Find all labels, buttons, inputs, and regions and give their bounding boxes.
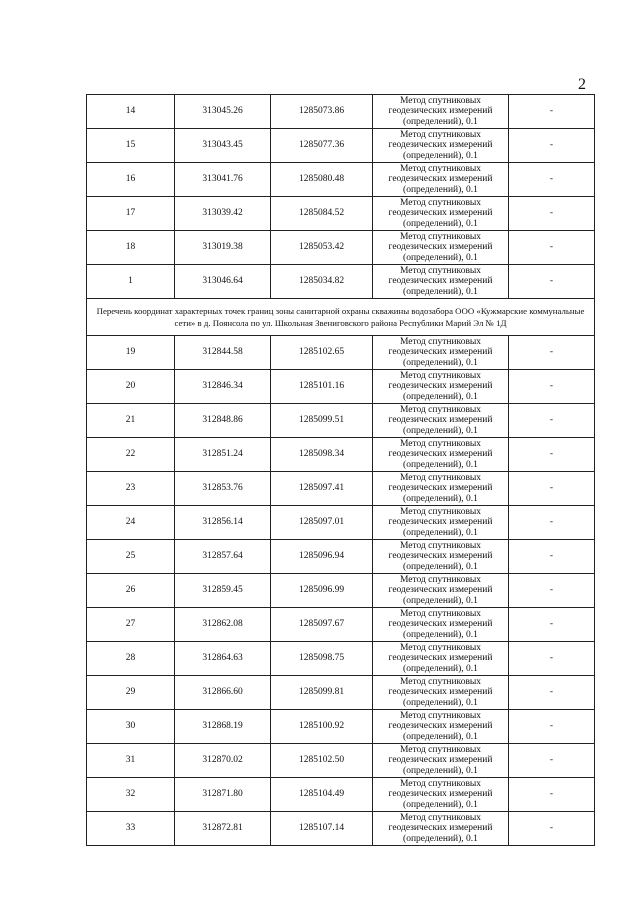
description-cell: - [509, 336, 595, 370]
x-coordinate-cell: 312856.14 [175, 506, 271, 540]
method-line: геодезических измерений [388, 687, 493, 698]
description-cell: - [509, 404, 595, 438]
y-coordinate-cell: 1285053.42 [271, 231, 373, 265]
point-number-cell: 24 [87, 506, 175, 540]
method-line: Метод спутниковых [399, 163, 482, 174]
method-cell [373, 710, 509, 744]
method-line: геодезических измерений [388, 517, 493, 528]
method-line: геодезических измерений [388, 483, 493, 494]
method-line: (определений), 0.1 [403, 252, 478, 263]
x-coordinate-cell: 313039.42 [175, 197, 271, 231]
point-number-cell: 17 [87, 197, 175, 231]
method-line: Метод спутниковых [399, 438, 482, 449]
x-coordinate-cell: 312853.76 [175, 472, 271, 506]
table-row [87, 163, 595, 197]
y-coordinate-cell: 1285098.75 [271, 642, 373, 676]
method-cell [373, 438, 509, 472]
y-coordinate-cell: 1285100.92 [271, 710, 373, 744]
method-line: Метод спутниковых [399, 812, 482, 823]
x-coordinate-cell: 312846.34 [175, 370, 271, 404]
description-cell: - [509, 472, 595, 506]
method-line: Метод спутниковых [399, 95, 482, 106]
y-coordinate-cell: 1285097.41 [271, 472, 373, 506]
table-row [87, 744, 595, 778]
y-coordinate-cell: 1285102.50 [271, 744, 373, 778]
description-cell: - [509, 231, 595, 265]
point-number-cell: 19 [87, 336, 175, 370]
method-line: Метод спутниковых [399, 744, 482, 755]
method-line: Метод спутниковых [399, 370, 482, 381]
point-number-cell: 25 [87, 540, 175, 574]
method-line: Метод спутниковых [399, 231, 482, 242]
description-cell: - [509, 438, 595, 472]
y-coordinate-cell: 1285097.67 [271, 608, 373, 642]
method-line: Метод спутниковых [399, 574, 482, 585]
method-line: (определений), 0.1 [403, 116, 478, 127]
coordinates-table-body [87, 95, 595, 846]
point-number-cell: 26 [87, 574, 175, 608]
method-cell [373, 574, 509, 608]
table-row [87, 265, 595, 299]
x-coordinate-cell: 312862.08 [175, 608, 271, 642]
y-coordinate-cell: 1285034.82 [271, 265, 373, 299]
point-number-cell: 14 [87, 95, 175, 129]
description-cell: - [509, 812, 595, 846]
method-line: (определений), 0.1 [403, 150, 478, 161]
description-cell: - [509, 129, 595, 163]
method-cell [373, 608, 509, 642]
y-coordinate-cell: 1285080.48 [271, 163, 373, 197]
description-cell: - [509, 608, 595, 642]
x-coordinate-cell: 313019.38 [175, 231, 271, 265]
method-line: (определений), 0.1 [403, 629, 478, 640]
method-cell [373, 129, 509, 163]
point-number-cell: 1 [87, 265, 175, 299]
table-row [87, 506, 595, 540]
description-cell: - [509, 778, 595, 812]
x-coordinate-cell: 312864.63 [175, 642, 271, 676]
method-line: геодезических измерений [388, 449, 493, 460]
method-line: Метод спутниковых [399, 129, 482, 140]
table-row [87, 404, 595, 438]
x-coordinate-cell: 312859.45 [175, 574, 271, 608]
method-line: Метод спутниковых [399, 676, 482, 687]
description-cell: - [509, 710, 595, 744]
point-number-cell: 22 [87, 438, 175, 472]
method-line: геодезических измерений [388, 381, 493, 392]
table-row [87, 642, 595, 676]
method-line: Метод спутниковых [399, 710, 482, 721]
method-line: (определений), 0.1 [403, 697, 478, 708]
page-number: 2 [578, 76, 586, 93]
method-line: геодезических измерений [388, 347, 493, 358]
method-cell [373, 404, 509, 438]
table-row [87, 336, 595, 370]
table-row [87, 812, 595, 846]
point-number-cell: 32 [87, 778, 175, 812]
y-coordinate-cell: 1285084.52 [271, 197, 373, 231]
method-line: Метод спутниковых [399, 608, 482, 619]
method-line: (определений), 0.1 [403, 184, 478, 195]
x-coordinate-cell: 313041.76 [175, 163, 271, 197]
y-coordinate-cell: 1285096.94 [271, 540, 373, 574]
table-row [87, 129, 595, 163]
y-coordinate-cell: 1285096.99 [271, 574, 373, 608]
method-line: (определений), 0.1 [403, 561, 478, 572]
method-line: (определений), 0.1 [403, 218, 478, 229]
method-cell [373, 336, 509, 370]
description-cell: - [509, 744, 595, 778]
x-coordinate-cell: 313043.45 [175, 129, 271, 163]
method-cell [373, 812, 509, 846]
y-coordinate-cell: 1285101.16 [271, 370, 373, 404]
point-number-cell: 31 [87, 744, 175, 778]
method-line: Метод спутниковых [399, 642, 482, 653]
x-coordinate-cell: 313046.64 [175, 265, 271, 299]
method-line: геодезических измерений [388, 721, 493, 732]
table-row [87, 438, 595, 472]
y-coordinate-cell: 1285098.34 [271, 438, 373, 472]
point-number-cell: 23 [87, 472, 175, 506]
method-line: геодезических измерений [388, 551, 493, 562]
point-number-cell: 20 [87, 370, 175, 404]
method-cell [373, 506, 509, 540]
table-row [87, 231, 595, 265]
x-coordinate-cell: 312848.86 [175, 404, 271, 438]
x-coordinate-cell: 312866.60 [175, 676, 271, 710]
table-row [87, 197, 595, 231]
coordinates-table [86, 94, 595, 846]
point-number-cell: 28 [87, 642, 175, 676]
table-row [87, 540, 595, 574]
method-cell [373, 472, 509, 506]
method-line: (определений), 0.1 [403, 391, 478, 402]
method-line: Метод спутниковых [399, 506, 482, 517]
y-coordinate-cell: 1285073.86 [271, 95, 373, 129]
method-line: (определений), 0.1 [403, 527, 478, 538]
method-line: Метод спутниковых [399, 197, 482, 208]
method-line: (определений), 0.1 [403, 357, 478, 368]
table-row [87, 574, 595, 608]
description-cell: - [509, 163, 595, 197]
method-cell [373, 540, 509, 574]
point-number-cell: 27 [87, 608, 175, 642]
method-line: (определений), 0.1 [403, 595, 478, 606]
point-number-cell: 18 [87, 231, 175, 265]
method-line: геодезических измерений [388, 789, 493, 800]
description-cell: - [509, 506, 595, 540]
y-coordinate-cell: 1285097.01 [271, 506, 373, 540]
method-line: (определений), 0.1 [403, 799, 478, 810]
description-cell: - [509, 676, 595, 710]
method-line: геодезических измерений [388, 208, 493, 219]
method-cell [373, 370, 509, 404]
y-coordinate-cell: 1285104.49 [271, 778, 373, 812]
table-row [87, 778, 595, 812]
point-number-cell: 30 [87, 710, 175, 744]
method-line: геодезических измерений [388, 653, 493, 664]
y-coordinate-cell: 1285107.14 [271, 812, 373, 846]
section-header-row [87, 299, 595, 336]
point-number-cell: 16 [87, 163, 175, 197]
method-line: геодезических измерений [388, 140, 493, 151]
method-line: Метод спутниковых [399, 265, 482, 276]
x-coordinate-cell: 312871.80 [175, 778, 271, 812]
description-cell: - [509, 642, 595, 676]
table-row [87, 95, 595, 129]
method-line: (определений), 0.1 [403, 765, 478, 776]
description-cell: - [509, 197, 595, 231]
method-line: Метод спутниковых [399, 404, 482, 415]
method-cell [373, 676, 509, 710]
y-coordinate-cell: 1285099.51 [271, 404, 373, 438]
method-line: Метод спутниковых [399, 336, 482, 347]
method-line: геодезических измерений [388, 585, 493, 596]
description-cell: - [509, 540, 595, 574]
y-coordinate-cell: 1285102.65 [271, 336, 373, 370]
point-number-cell: 15 [87, 129, 175, 163]
method-line: (определений), 0.1 [403, 459, 478, 470]
section-title: Перечень координат характерных точек границ зоны санитарной охраны скважины водозабора ООО «Кужмарские коммунальные сети» в д. Поянсола по ул. Школьная Звениговского района Республики Марий Эл № 1Д [87, 299, 595, 336]
method-line: (определений), 0.1 [403, 286, 478, 297]
description-cell: - [509, 370, 595, 404]
y-coordinate-cell: 1285099.81 [271, 676, 373, 710]
method-line: геодезических измерений [388, 174, 493, 185]
table-row [87, 710, 595, 744]
description-cell: - [509, 574, 595, 608]
method-line: Метод спутниковых [399, 540, 482, 551]
method-line: (определений), 0.1 [403, 663, 478, 674]
method-cell [373, 642, 509, 676]
method-line: Метод спутниковых [399, 778, 482, 789]
description-cell: - [509, 265, 595, 299]
method-line: Метод спутниковых [399, 472, 482, 483]
x-coordinate-cell: 312844.58 [175, 336, 271, 370]
table-row [87, 370, 595, 404]
method-line: геодезических измерений [388, 242, 493, 253]
point-number-cell: 33 [87, 812, 175, 846]
method-cell [373, 265, 509, 299]
method-cell [373, 231, 509, 265]
x-coordinate-cell: 313045.26 [175, 95, 271, 129]
method-line: геодезических измерений [388, 276, 493, 287]
method-line: геодезических измерений [388, 106, 493, 117]
table-row [87, 472, 595, 506]
method-cell [373, 95, 509, 129]
table-row [87, 676, 595, 710]
description-cell: - [509, 95, 595, 129]
method-line: геодезических измерений [388, 755, 493, 766]
method-line: (определений), 0.1 [403, 731, 478, 742]
method-line: геодезических измерений [388, 823, 493, 834]
method-line: (определений), 0.1 [403, 425, 478, 436]
method-line: (определений), 0.1 [403, 833, 478, 844]
method-cell [373, 778, 509, 812]
x-coordinate-cell: 312857.64 [175, 540, 271, 574]
point-number-cell: 21 [87, 404, 175, 438]
method-cell [373, 744, 509, 778]
method-line: геодезических измерений [388, 619, 493, 630]
method-cell [373, 163, 509, 197]
method-line: геодезических измерений [388, 415, 493, 426]
table-row [87, 608, 595, 642]
x-coordinate-cell: 312851.24 [175, 438, 271, 472]
method-line: (определений), 0.1 [403, 493, 478, 504]
method-cell [373, 197, 509, 231]
x-coordinate-cell: 312870.02 [175, 744, 271, 778]
point-number-cell: 29 [87, 676, 175, 710]
x-coordinate-cell: 312872.81 [175, 812, 271, 846]
x-coordinate-cell: 312868.19 [175, 710, 271, 744]
y-coordinate-cell: 1285077.36 [271, 129, 373, 163]
